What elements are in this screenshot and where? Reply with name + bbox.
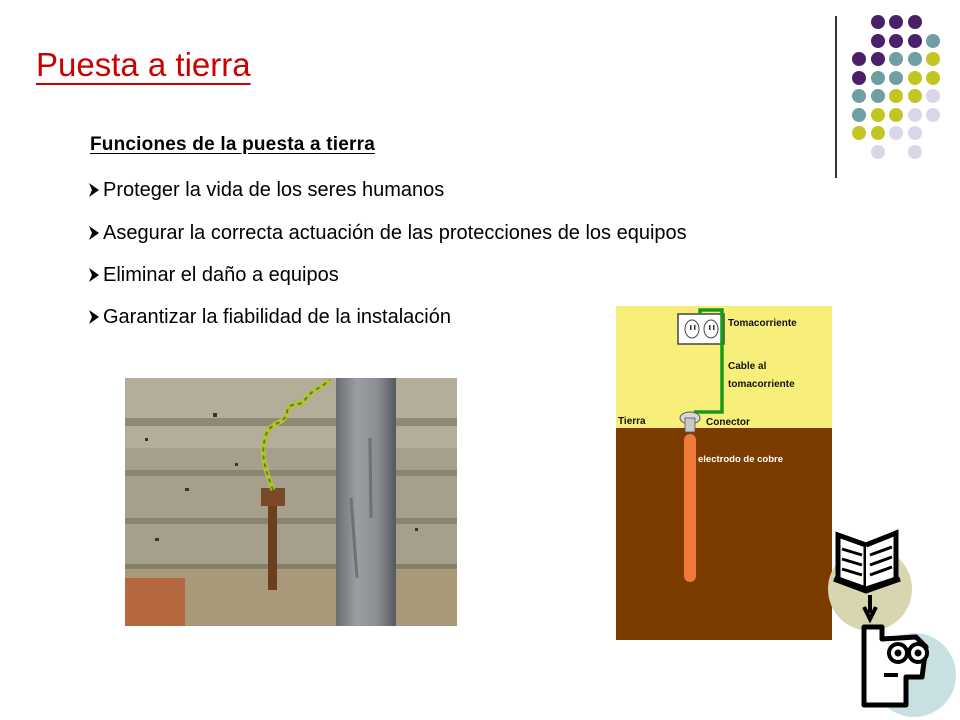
decorative-dot [852,89,866,103]
decorative-dot [852,126,866,140]
bullet-text: Garantizar la fiabilidad de la instalación [103,306,451,328]
decorative-dot [871,126,885,140]
slide-title: Puesta a tierra [36,46,251,83]
bullet-item [88,264,339,287]
decorative-dot [871,89,885,103]
bullet-text: Asegurar la correcta actuación de las protecciones de los equipos [103,222,687,244]
decorative-dot [889,108,903,122]
decorative-dot [871,34,885,48]
decorative-dot [926,52,940,66]
decorative-divider [835,16,837,178]
grounding-rod-photo [125,378,457,626]
decorative-dot [908,145,922,159]
bullet-arrow-icon [88,267,100,283]
decorative-dot [889,34,903,48]
bullet-item [88,306,451,329]
bullet-item [88,179,444,202]
decorative-dot [889,52,903,66]
book-reader-icon [826,527,960,720]
decorative-dot [889,126,903,140]
label-ground: Tierra [618,416,646,427]
label-outlet: Tomacorriente [728,318,797,329]
decorative-dot [871,145,885,159]
bullet-arrow-icon [88,182,100,198]
decorative-dot [871,15,885,29]
decorative-dot [871,52,885,66]
bullet-item [88,222,687,245]
label-cable-line1: Cable al [728,361,767,372]
decorative-dot [889,71,903,85]
decorative-dot [889,15,903,29]
decorative-dot [926,89,940,103]
decorative-dot [852,108,866,122]
decorative-dot [871,71,885,85]
decorative-dot [908,15,922,29]
decorative-dot [908,52,922,66]
section-heading: Funciones de la puesta a tierra [90,134,375,155]
decorative-dot [908,34,922,48]
label-electrode: electrodo de cobre [698,454,783,465]
bullet-arrow-icon [88,309,100,325]
decorative-dot [926,71,940,85]
decorative-dot [908,71,922,85]
decorative-dot [908,108,922,122]
decorative-dot [926,34,940,48]
decorative-dot [871,108,885,122]
grounding-diagram [616,306,832,640]
bullet-text: Proteger la vida de los seres humanos [103,179,445,201]
decorative-dot [908,126,922,140]
copper-electrode [684,434,696,582]
decorative-dot [852,52,866,66]
label-connector: Conector [706,417,750,428]
decorative-dot [852,71,866,85]
decorative-dot [908,89,922,103]
decorative-dot [926,108,940,122]
decorative-dot [889,89,903,103]
bullet-text: Eliminar el daño a equipos [103,264,339,286]
label-cable-line2: tomacorriente [728,379,795,390]
bullet-arrow-icon [88,225,100,241]
